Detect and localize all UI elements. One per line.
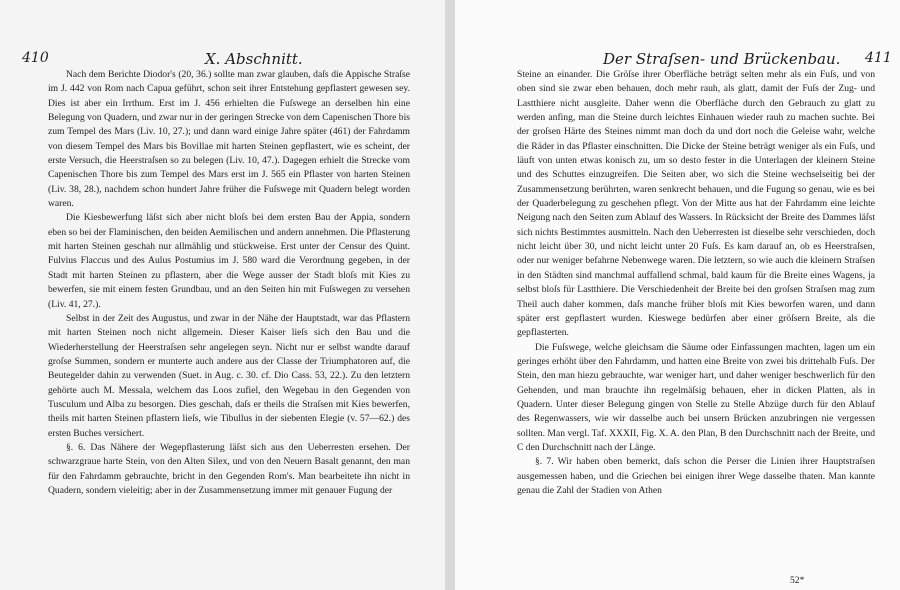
right-page-title: Der Straſsen- und Brückenbau. (603, 50, 841, 68)
paragraph: Die Kiesbewerfung läſst sich aber nicht bloſs bei dem ersten Bau der Appia, sondern eben so bei der Flaminischen, den beiden Aemilischen und andern annehmen. Die Pflasterung mit harten Steinen geschah nur allmählig und stückweise. Erst unter der Censur des Quint. Fulvius Flaccus und des Aulus Postumius im J. 580 ward die Verordnung gegeben, in der Stadt mit harten Steinen zu pflastern, aber die Wege ausser der Stadt bloſs mit Kies zu bewerfen, sie mit einem festen Grundbau, und an den Seiten hin mit Fuſswegen zu versehen (Liv. 41, 27.). (48, 212, 410, 310)
right-page (455, 0, 900, 590)
left-page-body (48, 68, 410, 498)
left-page-number: 410 (22, 50, 49, 66)
left-page (0, 0, 445, 590)
book-gutter (445, 0, 455, 590)
paragraph: Die Fuſswege, welche gleichsam die Säume oder Einfassungen machten, lagen um ein geringes erhöht über den Fahrdamm, und hatten eine Breite von zwei bis drittehalb Fuſs. Der Stein, den man hiezu gebrauchte, war weniger hart, und daher weniger beschwerlich für den Gehenden, und man brauchte ihn regelmäſsig behauen, eher in dicken Platten, als in Quadern. Unter dieser Belegung gingen von Stelle zu Stelle Abzüge durch für den Ablauf des Regenwassers, wie wir dasselbe auch bei unsern Brücken anzubringen nie vergessen sollten. Man vergl. Taf. XXXII, Fig. X. A. den Plan, B den Durchschnitt nach der Breite, und C den Durchschnitt nach der Länge. (517, 341, 875, 453)
right-page-number: 411 (865, 50, 892, 66)
paragraph: Nach dem Berichte Diodor's (20, 36.) sollte man zwar glauben, daſs die Appische Straſse im J. 442 von Rom nach Capua geführt, schon seit ihrer Entstehung gepflastert gewesen sey. Dies ist aber ein Irrthum. Erst im J. 456 erhielten die Fuſswege an derselben hin eine Belegung von Quadern, und zwar nur in der geringen Strecke von dem Capenischen Thore bis zum Tempel des Mars (Liv. 10, 27.); und dann ward einige Jahre später (461) der Fahrdamm von diesem Tempel des Mars bis Bovillae mit harten Steinen gepflastert, wie es scheint, der erste Versuch, die Heerstraſsen so zu belegen (Liv. 10, 47.). Dagegen erhielt die Strecke vom Capenischen Thore bis zum Tempel des Mars erst im J. 565 ein Pflaster von harten Steinen (Liv. 38, 28.), nachdem schon hundert Jahre früher die Fuſswege mit Quadern belegt worden waren. (48, 69, 410, 210)
left-page-title: X. Abschnitt. (205, 50, 303, 68)
paragraph: §. 6. Das Nähere der Wegepflasterung läſst sich aus den Ueberresten ersehen. Der schwarzgraue harte Stein, von den Alten Silex, und von den Neuern Basalt genannt, den man für den Fahrdamm gebrauchte, bricht in den Gegenden Rom's. Man bearbeitete ihn nicht in Quadern, sondern vieleitig; aber in der Zusammensetzung immer mit genauer Fugung der (48, 441, 410, 496)
right-page-body (517, 68, 875, 498)
signature-mark: 52* (790, 575, 805, 586)
paragraph: Steine an einander. Die Gröſse ihrer Oberfläche beträgt selten mehr als ein Fuſs, und von oben sind sie zwar eben behauen, doch mehr rauh, als glatt, damit der Fuſs der Zug- und Lastthiere nicht ausgleite. Daher wenn die Oberfläche durch den Gebrauch zu glatt zu werden anfing, man die Steine durch leichtes Einhauen wieder rauh zu machen suchte. Bei der groſsen Härte des Steines nimmt man doch da und dort noch die Geleise wahr, welche die Räder in das Pflaster einschnitten. Die Dicke der Steine beträgt weniger als ein Fuſs, und läuft von unten etwas konisch zu, um so desto fester in die Unterlagen der kleinern Steine und des Schuttes einzugreifen. Die Seiten aber, wo sich die Steine wechselseitig bei der Zusammensetzung berührten, waren senkrecht behauen, und die Fugung so genau, wie es bei der Quaderbelegung zu geschehen pflegt. Von der Mitte aus hat der Fahrdamm eine leichte Neigung nach den Seiten zum Ablauf des Wassers. In Rücksicht der Breite des Dammes läſst sich nichts Bestimmtes ausmitteln. Nach den Ueberresten ist dieselbe sehr verschieden, doch nicht leicht über 30, und nicht leicht unter 20 Fuſs. Es kam darauf an, ob es Heerstraſsen, oder nur weniger befahrne Nebenwege waren. Die letztern, so wie auch die kleinern Straſsen in den Städten sind manchmal auffallend schmal, bald kaum für die Breite eines Wagens, ja selbst bloſs für Lastthiere. Die Verschiedenheit der Breite bei den groſsen Straſsen mag zum Theil auch daher kommen, daſs manche früher bloſs mit Kies beworfen waren, und dann später erst gepflastert wurden. Kieswege bedürfen aber einer gröſsern Breite, als die gepflasterten. (517, 69, 875, 339)
paragraph: §. 7. Wir haben oben bemerkt, daſs schon die Perser die Linien ihrer Hauptstraſsen ausgemessen haben, und die Griechen bei einigen ihrer Wege dasselbe thaten. Man kannte genau die Zahl der Stadien von Athen (517, 456, 875, 496)
paragraph: Selbst in der Zeit des Augustus, und zwar in der Nähe der Hauptstadt, war das Pflastern mit harten Steinen noch nicht allgemein. Dieser Kaiser lieſs sich den Bau und die Wiederherstellung der Heerstraſsen sehr angelegen seyn. Nicht nur er selbst wandte darauf groſse Summen, sondern er munterte auch andere aus der Classe der Triumphatoren auf, die Beutegelder dahin zu verwenden (Suet. in Aug. c. 30. cf. Dio Cass. 53, 22.). Zu den letztern gehörte auch M. Messala, welchem das Loos zufiel, den Wegebau in den Gegenden von Tusculum und Alba zu besorgen. Dies geschah, daſs er theils die Straſsen mit Kies bewerfen, theils mit harten Steinen pflastern lieſs, wie Tibullus in der siebenten Elegie (v. 57—62.) des ersten Buches versichert. (48, 312, 410, 439)
